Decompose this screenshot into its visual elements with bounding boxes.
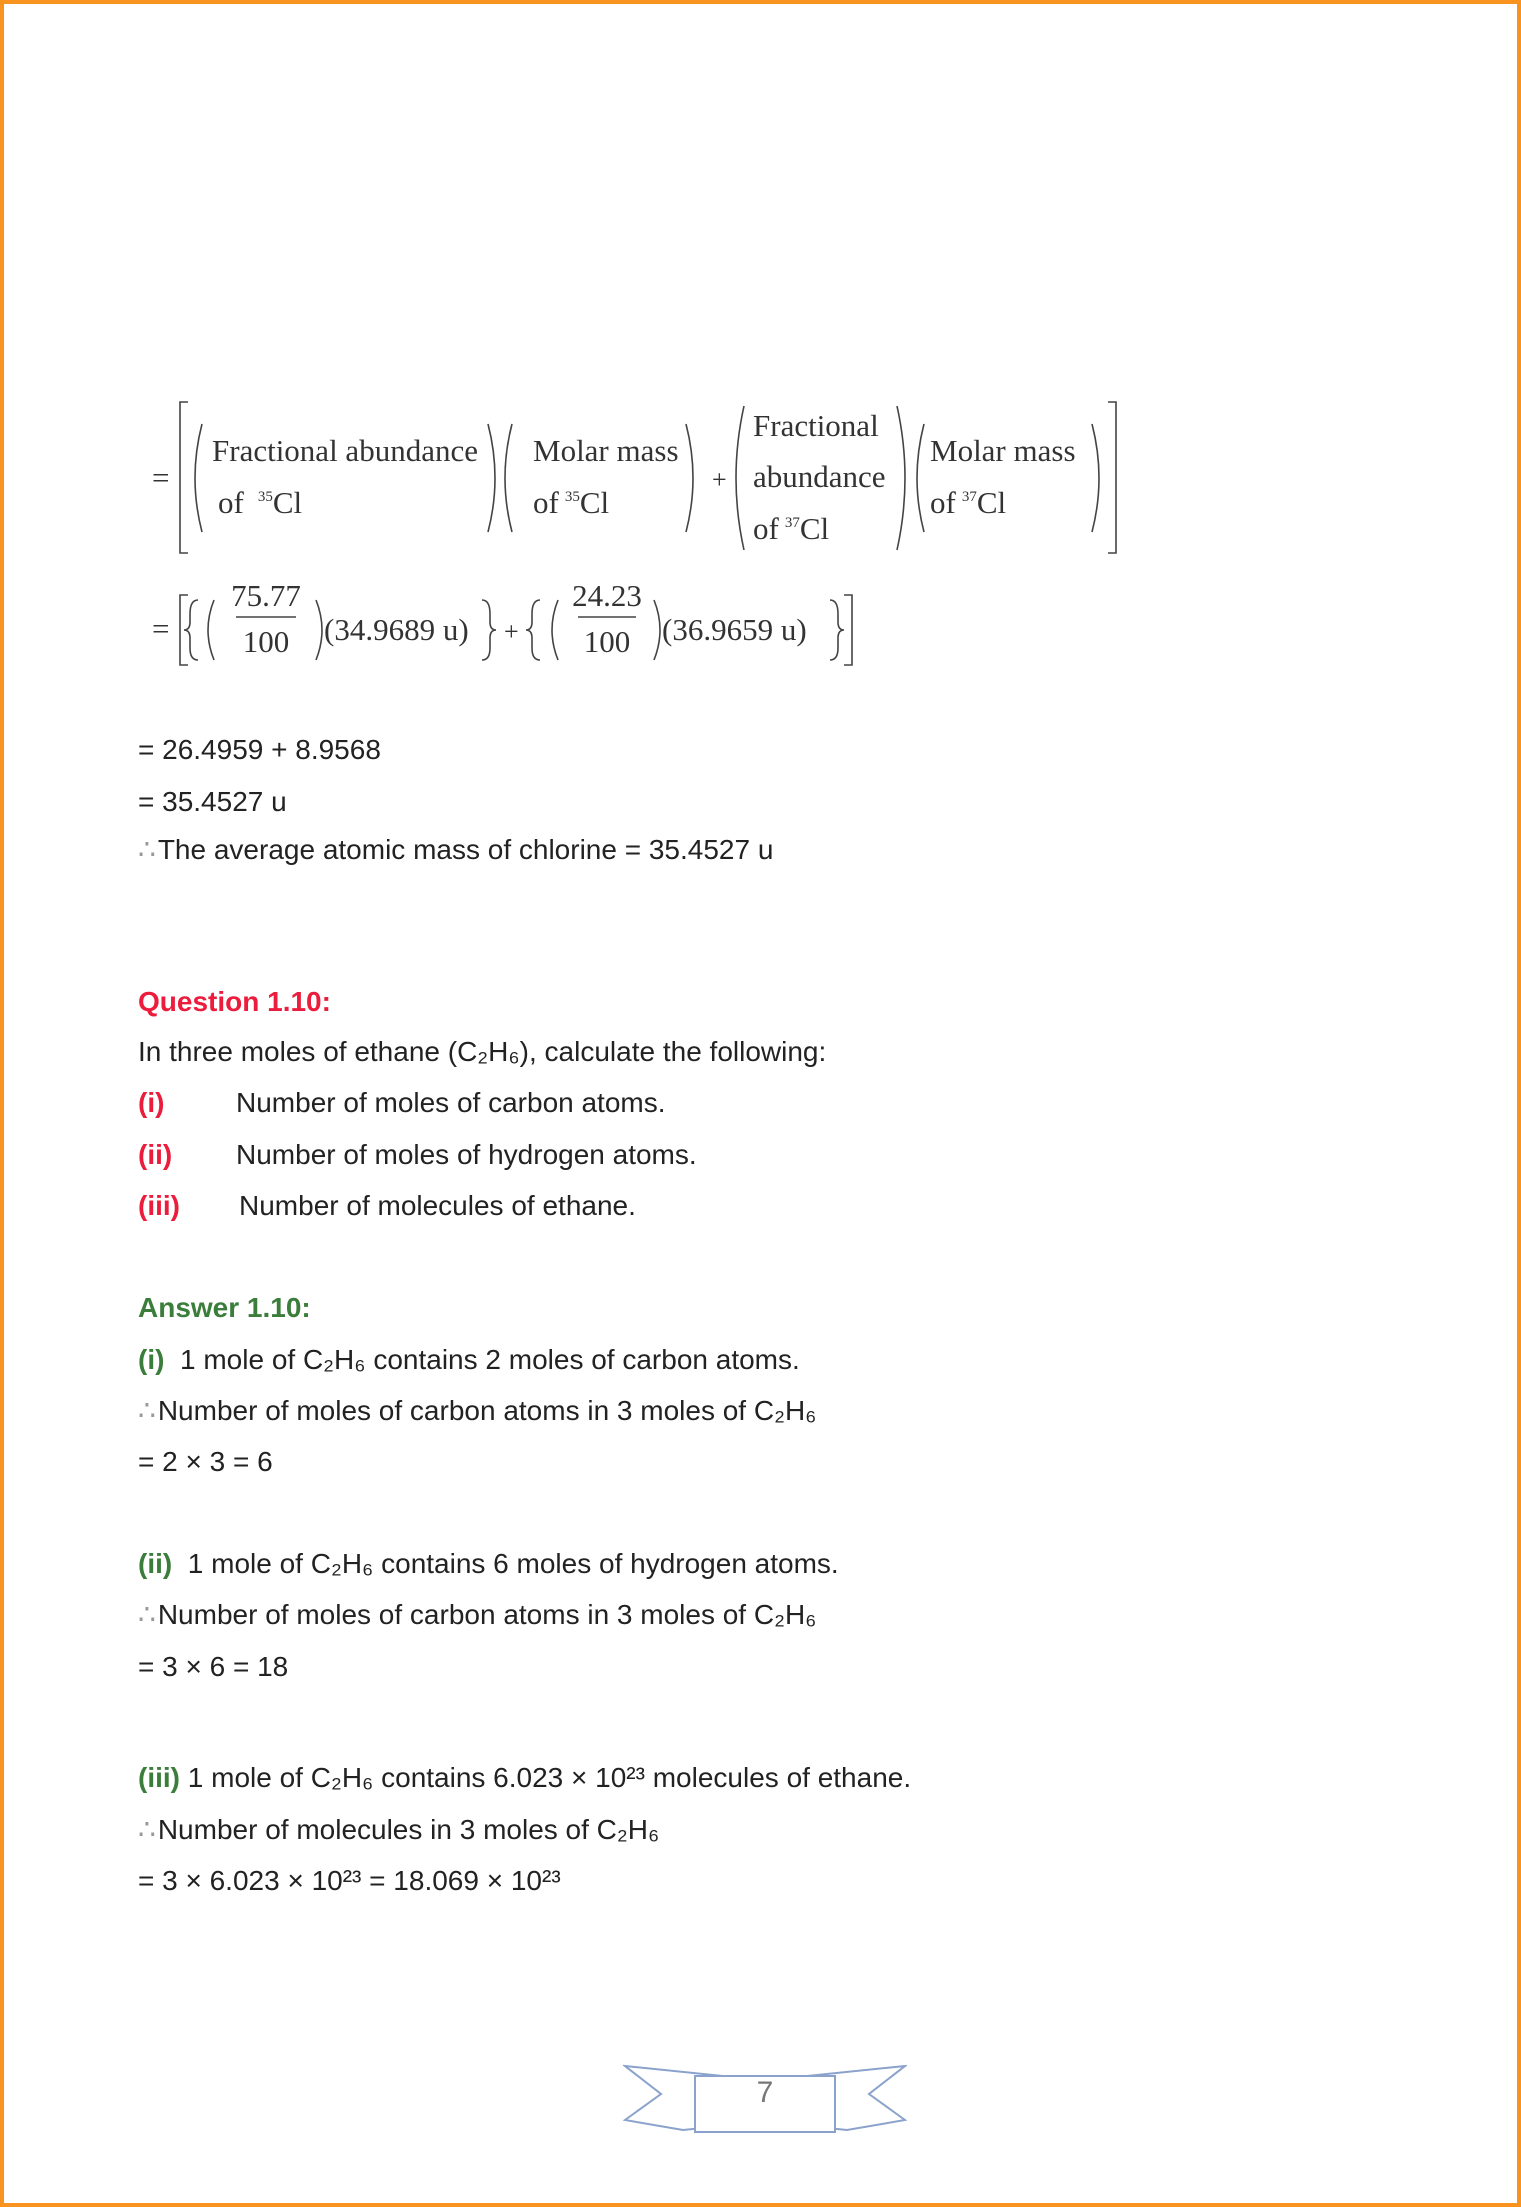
therefore-symbol: ∴	[138, 834, 156, 865]
page-number: 7	[756, 2076, 774, 2109]
answer-statement: (iii) 1 mole of C₂H₆ contains 6.023 × 10²³ molecules of ethane.	[138, 1762, 912, 1793]
svg-text:24.23: 24.23	[572, 578, 642, 613]
svg-text:of35Cl: of $^{35}$Cl	[218, 485, 303, 520]
svg-text:+: +	[504, 617, 519, 646]
svg-text:100: 100	[242, 624, 290, 659]
question-item: (iii) Number of molecules of ethane.	[138, 1190, 636, 1221]
right-bracket	[1108, 402, 1116, 553]
question-item: (ii) Number of moles of hydrogen atoms.	[138, 1139, 697, 1170]
answer-title: Answer 1.10:	[138, 1292, 311, 1323]
paren	[195, 424, 202, 532]
svg-text:=: =	[152, 460, 170, 495]
svg-text:(36.9659 u): (36.9659 u)	[662, 612, 807, 647]
answer-result: = 3 × 6 = 18	[138, 1651, 289, 1682]
svg-text:Molar mass: Molar mass	[533, 433, 679, 468]
page-number-banner	[623, 2054, 907, 2140]
svg-text:of35Cl: of $^{35}$Cl	[533, 485, 610, 520]
paren	[897, 406, 905, 550]
svg-text:Molar mass: Molar mass	[930, 433, 1076, 468]
svg-text:abundance: abundance	[753, 459, 886, 494]
paren	[1092, 424, 1099, 532]
paren	[505, 424, 512, 532]
answer-statement: (i) 1 mole of C₂H₆ contains 2 moles of carbon atoms.	[138, 1344, 800, 1375]
svg-text:Fractional abundance: Fractional abundance	[212, 433, 478, 468]
answer-therefore: ∴Number of molecules in 3 moles of C₂H₆	[138, 1814, 660, 1845]
svg-text:(34.9689 u): (34.9689 u)	[324, 612, 469, 647]
answer-therefore: ∴Number of moles of carbon atoms in 3 moles of C₂H₆	[138, 1395, 817, 1426]
svg-text:Fractional: Fractional	[753, 408, 879, 443]
paren	[917, 424, 924, 532]
svg-text:100: 100	[583, 624, 631, 659]
svg-text:=: =	[152, 611, 170, 646]
calc-line: = 26.4959 + 8.9568	[138, 734, 381, 765]
svg-text:of37Cl: of $^{37}$Cl	[753, 511, 830, 546]
paren	[488, 424, 495, 532]
paren	[736, 406, 744, 550]
question-title: Question 1.10:	[138, 986, 331, 1017]
answer-therefore: ∴Number of moles of carbon atoms in 3 moles of C₂H₆	[138, 1599, 817, 1630]
question-item: (i) Number of moles of carbon atoms.	[138, 1087, 666, 1118]
question-prompt: In three moles of ethane (C₂H₆), calculate the following:	[138, 1036, 827, 1067]
svg-text:+: +	[712, 465, 727, 494]
svg-text:of37Cl: of $^{37}$Cl	[930, 485, 1007, 520]
answer-result: = 3 × 6.023 × 10²³ = 18.069 × 10²³	[138, 1865, 561, 1896]
paren	[686, 424, 693, 532]
calc-conclusion: ∴The average atomic mass of chlorine = 35.4527 u	[138, 834, 774, 865]
average-mass-formula	[4, 4, 1521, 704]
calc-line: = 35.4527 u	[138, 786, 287, 817]
answer-result: = 2 × 3 = 6	[138, 1446, 273, 1477]
answer-statement: (ii) 1 mole of C₂H₆ contains 6 moles of hydrogen atoms.	[138, 1548, 839, 1579]
svg-text:75.77: 75.77	[231, 578, 301, 613]
left-bracket	[180, 402, 188, 553]
